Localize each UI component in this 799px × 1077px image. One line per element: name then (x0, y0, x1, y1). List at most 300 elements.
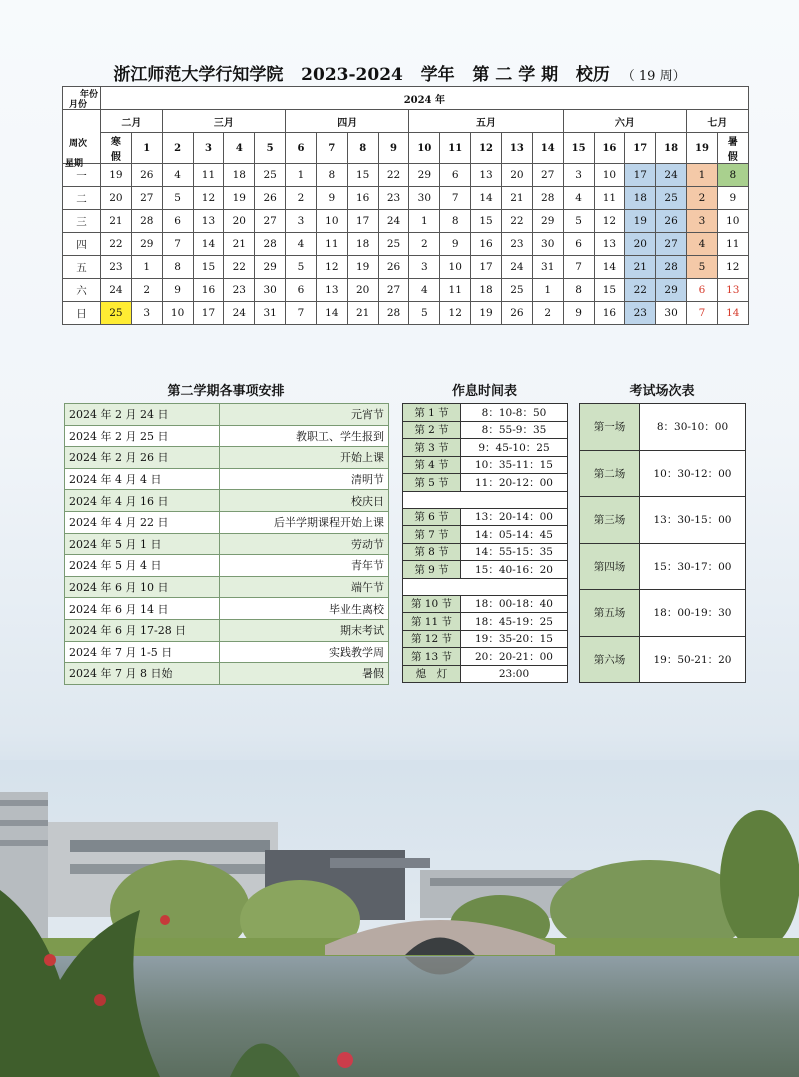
day-cell: 11 (316, 233, 347, 256)
day-cell: 4 (687, 233, 718, 256)
day-cell: 27 (131, 187, 162, 210)
rest-row (403, 474, 568, 492)
month-header: 三月 (162, 110, 285, 133)
weekday-label: 三 (63, 210, 101, 233)
exam-session: 第五场 (580, 590, 640, 637)
day-cell: 14 (316, 302, 347, 325)
day-cell: 25 (255, 164, 286, 187)
period-label: 第 8 节 (403, 543, 461, 561)
month-header: 四月 (286, 110, 409, 133)
day-cell: 29 (255, 256, 286, 279)
rest-row (403, 665, 568, 683)
period-time: 10：35-11：15 (461, 456, 568, 474)
day-cell: 6 (687, 279, 718, 302)
day-cell: 30 (656, 302, 687, 325)
day-cell: 29 (131, 233, 162, 256)
schedule-row (65, 511, 389, 533)
day-cell: 18 (625, 187, 656, 210)
exam-row (580, 590, 746, 637)
week-header: 14 (532, 133, 563, 164)
day-cell: 24 (224, 302, 255, 325)
week-count: （ 19 周） (621, 69, 686, 84)
week-header: 13 (501, 133, 532, 164)
exam-row (580, 450, 746, 497)
period-time: 8：10-8：50 (461, 404, 568, 422)
day-cell: 15 (193, 256, 224, 279)
day-cell: 24 (656, 164, 687, 187)
schedule-date: 2024 年 2 月 24 日 (65, 404, 220, 426)
page-title (0, 60, 799, 85)
period-label: 熄 灯 (403, 665, 461, 683)
schedule-row (65, 404, 389, 426)
rest-row (403, 421, 568, 439)
day-cell: 28 (656, 256, 687, 279)
day-cell: 5 (409, 302, 440, 325)
schedule-date: 2024 年 6 月 17-28 日 (65, 619, 220, 641)
week-header: 17 (625, 133, 656, 164)
day-cell: 29 (409, 164, 440, 187)
rest-row (403, 439, 568, 457)
exam-session-table (579, 403, 746, 683)
day-cell: 30 (532, 233, 563, 256)
schedule-event: 元宵节 (220, 404, 389, 426)
day-cell: 10 (440, 256, 471, 279)
week-header: 12 (471, 133, 502, 164)
period-label: 第 9 节 (403, 561, 461, 579)
day-cell: 26 (656, 210, 687, 233)
exam-time: 8：30-10：00 (640, 404, 746, 451)
week-header: 8 (347, 133, 378, 164)
day-cell: 14 (471, 187, 502, 210)
schedule-row (65, 576, 389, 598)
schedule-date: 2024 年 6 月 14 日 (65, 598, 220, 620)
day-cell: 2 (532, 302, 563, 325)
schedule-row (65, 663, 389, 685)
exam-time: 19：50-21：20 (640, 636, 746, 683)
day-cell: 28 (532, 187, 563, 210)
day-cell: 3 (563, 164, 594, 187)
weekday-label: 五 (63, 256, 101, 279)
schedule-event: 毕业生离校 (220, 598, 389, 620)
corner-year-month (63, 87, 101, 110)
exam-time: 15：30-17：00 (640, 543, 746, 590)
day-cell: 5 (286, 256, 317, 279)
day-cell: 23 (625, 302, 656, 325)
schedule-event: 青年节 (220, 555, 389, 577)
exam-row (580, 543, 746, 590)
day-cell: 9 (162, 279, 193, 302)
period-label: 第 13 节 (403, 648, 461, 666)
day-cell: 15 (471, 210, 502, 233)
day-cell: 13 (193, 210, 224, 233)
day-cell: 1 (131, 256, 162, 279)
day-cell: 4 (162, 164, 193, 187)
schedule-row (65, 447, 389, 469)
day-cell: 22 (625, 279, 656, 302)
day-cell: 3 (687, 210, 718, 233)
week-header: 4 (224, 133, 255, 164)
rest-gap (403, 578, 568, 595)
month-header: 七月 (687, 110, 749, 133)
exam-time: 18：00-19：30 (640, 590, 746, 637)
week-header: 18 (656, 133, 687, 164)
schedule-event: 期末考试 (220, 619, 389, 641)
schedule-date: 2024 年 7 月 8 日始 (65, 663, 220, 685)
day-cell: 20 (625, 233, 656, 256)
period-label: 第 1 节 (403, 404, 461, 422)
day-cell: 19 (224, 187, 255, 210)
day-cell: 2 (286, 187, 317, 210)
week-header: 3 (193, 133, 224, 164)
day-cell: 26 (255, 187, 286, 210)
exam-session: 第三场 (580, 497, 640, 544)
week-header: 9 (378, 133, 409, 164)
day-cell: 15 (347, 164, 378, 187)
day-cell: 20 (347, 279, 378, 302)
corner-month-label: 月份 (69, 100, 88, 110)
day-cell: 9 (717, 187, 748, 210)
exam-session: 第六场 (580, 636, 640, 683)
day-cell: 1 (532, 279, 563, 302)
day-cell: 3 (131, 302, 162, 325)
day-cell: 7 (162, 233, 193, 256)
day-cell: 10 (594, 164, 625, 187)
week-header: 5 (255, 133, 286, 164)
schedule-heading: 第二学期各事项安排 (167, 384, 285, 399)
day-cell: 16 (594, 302, 625, 325)
schedule-date: 2024 年 4 月 16 日 (65, 490, 220, 512)
week-header: 16 (594, 133, 625, 164)
day-cell: 12 (193, 187, 224, 210)
day-cell: 13 (594, 233, 625, 256)
day-cell: 2 (409, 233, 440, 256)
day-cell: 27 (378, 279, 409, 302)
day-cell: 5 (563, 210, 594, 233)
schedule-row (65, 641, 389, 663)
day-cell: 6 (440, 164, 471, 187)
day-cell: 11 (193, 164, 224, 187)
day-cell: 25 (101, 302, 132, 325)
day-cell: 17 (347, 210, 378, 233)
schedule-event: 清明节 (220, 468, 389, 490)
day-cell: 29 (532, 210, 563, 233)
day-cell: 8 (316, 164, 347, 187)
schedule-row (65, 598, 389, 620)
day-cell: 23 (224, 279, 255, 302)
rest-row (403, 543, 568, 561)
schedule-date: 2024 年 4 月 22 日 (65, 511, 220, 533)
day-cell: 11 (717, 233, 748, 256)
day-cell: 1 (409, 210, 440, 233)
day-cell: 17 (193, 302, 224, 325)
year-word: 学年 (420, 65, 455, 85)
period-label: 第 2 节 (403, 421, 461, 439)
day-cell: 22 (378, 164, 409, 187)
day-cell: 31 (532, 256, 563, 279)
day-cell: 6 (563, 233, 594, 256)
week-header: 7 (316, 133, 347, 164)
week-header: 11 (440, 133, 471, 164)
day-cell: 21 (347, 302, 378, 325)
day-cell: 24 (501, 256, 532, 279)
day-cell: 8 (717, 164, 748, 187)
day-cell: 16 (193, 279, 224, 302)
week-header: 19 (687, 133, 718, 164)
day-cell: 11 (440, 279, 471, 302)
day-cell: 4 (409, 279, 440, 302)
day-cell: 24 (101, 279, 132, 302)
period-label: 第 4 节 (403, 456, 461, 474)
schedule-event: 后半学期课程开始上课 (220, 511, 389, 533)
day-cell: 17 (471, 256, 502, 279)
day-cell: 26 (131, 164, 162, 187)
schedule-event: 劳动节 (220, 533, 389, 555)
exam-row (580, 404, 746, 451)
period-time: 20：20-21：00 (461, 648, 568, 666)
corner-week-day (63, 110, 101, 169)
period-label: 第 6 节 (403, 508, 461, 526)
day-cell: 25 (656, 187, 687, 210)
day-cell: 7 (563, 256, 594, 279)
period-time: 13：20-14：00 (461, 508, 568, 526)
rest-row (403, 613, 568, 631)
day-cell: 25 (501, 279, 532, 302)
day-cell: 21 (501, 187, 532, 210)
day-cell: 8 (563, 279, 594, 302)
period-time: 9：45-10：25 (461, 439, 568, 457)
day-cell: 9 (563, 302, 594, 325)
day-cell: 8 (162, 256, 193, 279)
day-cell: 22 (224, 256, 255, 279)
corner-year-label: 年份 (79, 90, 98, 100)
schedule-event: 端午节 (220, 576, 389, 598)
day-cell: 20 (501, 164, 532, 187)
calendar-label: 校历 (575, 65, 610, 85)
day-cell: 5 (162, 187, 193, 210)
day-cell: 23 (378, 187, 409, 210)
school-calendar-table (62, 86, 749, 325)
week-header: 寒 假 (101, 133, 132, 164)
day-cell: 21 (224, 233, 255, 256)
period-label: 第 10 节 (403, 595, 461, 613)
day-cell: 19 (347, 256, 378, 279)
period-time: 8：55-9：35 (461, 421, 568, 439)
schedule-row (65, 619, 389, 641)
day-cell: 20 (101, 187, 132, 210)
day-cell: 3 (286, 210, 317, 233)
day-cell: 30 (409, 187, 440, 210)
rest-row (403, 595, 568, 613)
day-cell: 18 (471, 279, 502, 302)
weekday-label: 六 (63, 279, 101, 302)
rest-row (403, 526, 568, 544)
exam-session: 第一场 (580, 404, 640, 451)
period-label: 第 11 节 (403, 613, 461, 631)
day-cell: 7 (286, 302, 317, 325)
day-cell: 7 (440, 187, 471, 210)
day-cell: 13 (471, 164, 502, 187)
day-cell: 4 (563, 187, 594, 210)
week-header: 15 (563, 133, 594, 164)
day-cell: 14 (594, 256, 625, 279)
week-header: 1 (131, 133, 162, 164)
day-cell: 1 (687, 164, 718, 187)
semester-label: 第 二 学 期 (472, 65, 559, 85)
day-cell: 16 (347, 187, 378, 210)
day-cell: 23 (101, 256, 132, 279)
day-cell: 2 (687, 187, 718, 210)
exam-heading: 考试场次表 (629, 384, 695, 399)
exam-time: 13：30-15：00 (640, 497, 746, 544)
day-cell: 28 (255, 233, 286, 256)
schedule-row (65, 555, 389, 577)
day-cell: 28 (131, 210, 162, 233)
schedule-date: 2024 年 2 月 25 日 (65, 425, 220, 447)
exam-row (580, 497, 746, 544)
day-cell: 19 (101, 164, 132, 187)
day-cell: 8 (440, 210, 471, 233)
day-cell: 20 (224, 210, 255, 233)
academic-years: 2023-2024 (301, 65, 403, 85)
day-cell: 17 (625, 164, 656, 187)
day-cell: 10 (717, 210, 748, 233)
period-time: 18：00-18：40 (461, 595, 568, 613)
day-cell: 14 (717, 302, 748, 325)
rest-row (403, 404, 568, 422)
schedule-event: 暑假 (220, 663, 389, 685)
rest-row (403, 508, 568, 526)
day-cell: 10 (316, 210, 347, 233)
schedule-date: 2024 年 6 月 10 日 (65, 576, 220, 598)
day-cell: 21 (101, 210, 132, 233)
rest-heading: 作息时间表 (451, 384, 517, 399)
period-label: 第 5 节 (403, 474, 461, 492)
day-cell: 28 (378, 302, 409, 325)
day-cell: 12 (440, 302, 471, 325)
rest-row (403, 648, 568, 666)
period-label: 第 7 节 (403, 526, 461, 544)
period-label: 第 12 节 (403, 630, 461, 648)
schedule-row (65, 490, 389, 512)
day-cell: 31 (255, 302, 286, 325)
period-label: 第 3 节 (403, 439, 461, 457)
day-cell: 21 (625, 256, 656, 279)
period-time: 14：05-14：45 (461, 526, 568, 544)
day-cell: 13 (717, 279, 748, 302)
day-cell: 1 (286, 164, 317, 187)
month-header: 六月 (563, 110, 686, 133)
day-cell: 27 (532, 164, 563, 187)
period-time: 19：35-20：15 (461, 630, 568, 648)
day-cell: 26 (378, 256, 409, 279)
day-cell: 12 (717, 256, 748, 279)
day-cell: 25 (378, 233, 409, 256)
rest-row (403, 456, 568, 474)
schedule-event: 教职工、学生报到 (220, 425, 389, 447)
day-cell: 12 (316, 256, 347, 279)
day-cell: 27 (255, 210, 286, 233)
schedule-row (65, 468, 389, 490)
day-cell: 30 (255, 279, 286, 302)
exam-session: 第二场 (580, 450, 640, 497)
rest-gap (403, 491, 568, 508)
schedule-date: 2024 年 7 月 1-5 日 (65, 641, 220, 663)
day-cell: 19 (625, 210, 656, 233)
day-cell: 18 (224, 164, 255, 187)
day-cell: 4 (286, 233, 317, 256)
day-cell: 16 (471, 233, 502, 256)
month-header: 五月 (409, 110, 563, 133)
day-cell: 27 (656, 233, 687, 256)
month-header: 二月 (101, 110, 163, 133)
day-cell: 18 (347, 233, 378, 256)
corner-week-label: 周次 (69, 139, 88, 149)
day-cell: 3 (409, 256, 440, 279)
period-time: 15：40-16：20 (461, 561, 568, 579)
day-cell: 24 (378, 210, 409, 233)
weekday-label: 一 (63, 164, 101, 187)
day-cell: 9 (316, 187, 347, 210)
schedule-table (64, 403, 389, 685)
weekday-label: 日 (63, 302, 101, 325)
day-cell: 7 (687, 302, 718, 325)
week-header: 10 (409, 133, 440, 164)
period-time: 14：55-15：35 (461, 543, 568, 561)
day-cell: 5 (687, 256, 718, 279)
weekday-label: 四 (63, 233, 101, 256)
corner-day-label: 星期 (65, 159, 84, 169)
rest-row (403, 630, 568, 648)
campus-photo (0, 760, 799, 1077)
day-cell: 29 (656, 279, 687, 302)
day-cell: 15 (594, 279, 625, 302)
schedule-row (65, 533, 389, 555)
schedule-event: 实践教学周 (220, 641, 389, 663)
day-cell: 13 (316, 279, 347, 302)
day-cell: 6 (286, 279, 317, 302)
day-cell: 22 (501, 210, 532, 233)
schedule-date: 2024 年 2 月 26 日 (65, 447, 220, 469)
rest-row (403, 561, 568, 579)
schedule-event: 开始上课 (220, 447, 389, 469)
day-cell: 22 (101, 233, 132, 256)
day-cell: 12 (594, 210, 625, 233)
weekday-label: 二 (63, 187, 101, 210)
day-cell: 6 (162, 210, 193, 233)
school-name: 浙江师范大学行知学院 (113, 65, 284, 85)
day-cell: 2 (131, 279, 162, 302)
week-header: 暑 假 (717, 133, 748, 164)
day-cell: 26 (501, 302, 532, 325)
day-cell: 10 (162, 302, 193, 325)
schedule-date: 2024 年 5 月 4 日 (65, 555, 220, 577)
schedule-row (65, 425, 389, 447)
period-time: 23:00 (461, 665, 568, 683)
week-header: 2 (162, 133, 193, 164)
rest-time-table (402, 403, 568, 683)
day-cell: 9 (440, 233, 471, 256)
exam-row (580, 636, 746, 683)
day-cell: 11 (594, 187, 625, 210)
schedule-date: 2024 年 5 月 1 日 (65, 533, 220, 555)
day-cell: 19 (471, 302, 502, 325)
year-header: 2024 年 (101, 87, 749, 110)
period-time: 11：20-12：00 (461, 474, 568, 492)
exam-time: 10：30-12：00 (640, 450, 746, 497)
day-cell: 14 (193, 233, 224, 256)
day-cell: 23 (501, 233, 532, 256)
exam-session: 第四场 (580, 543, 640, 590)
